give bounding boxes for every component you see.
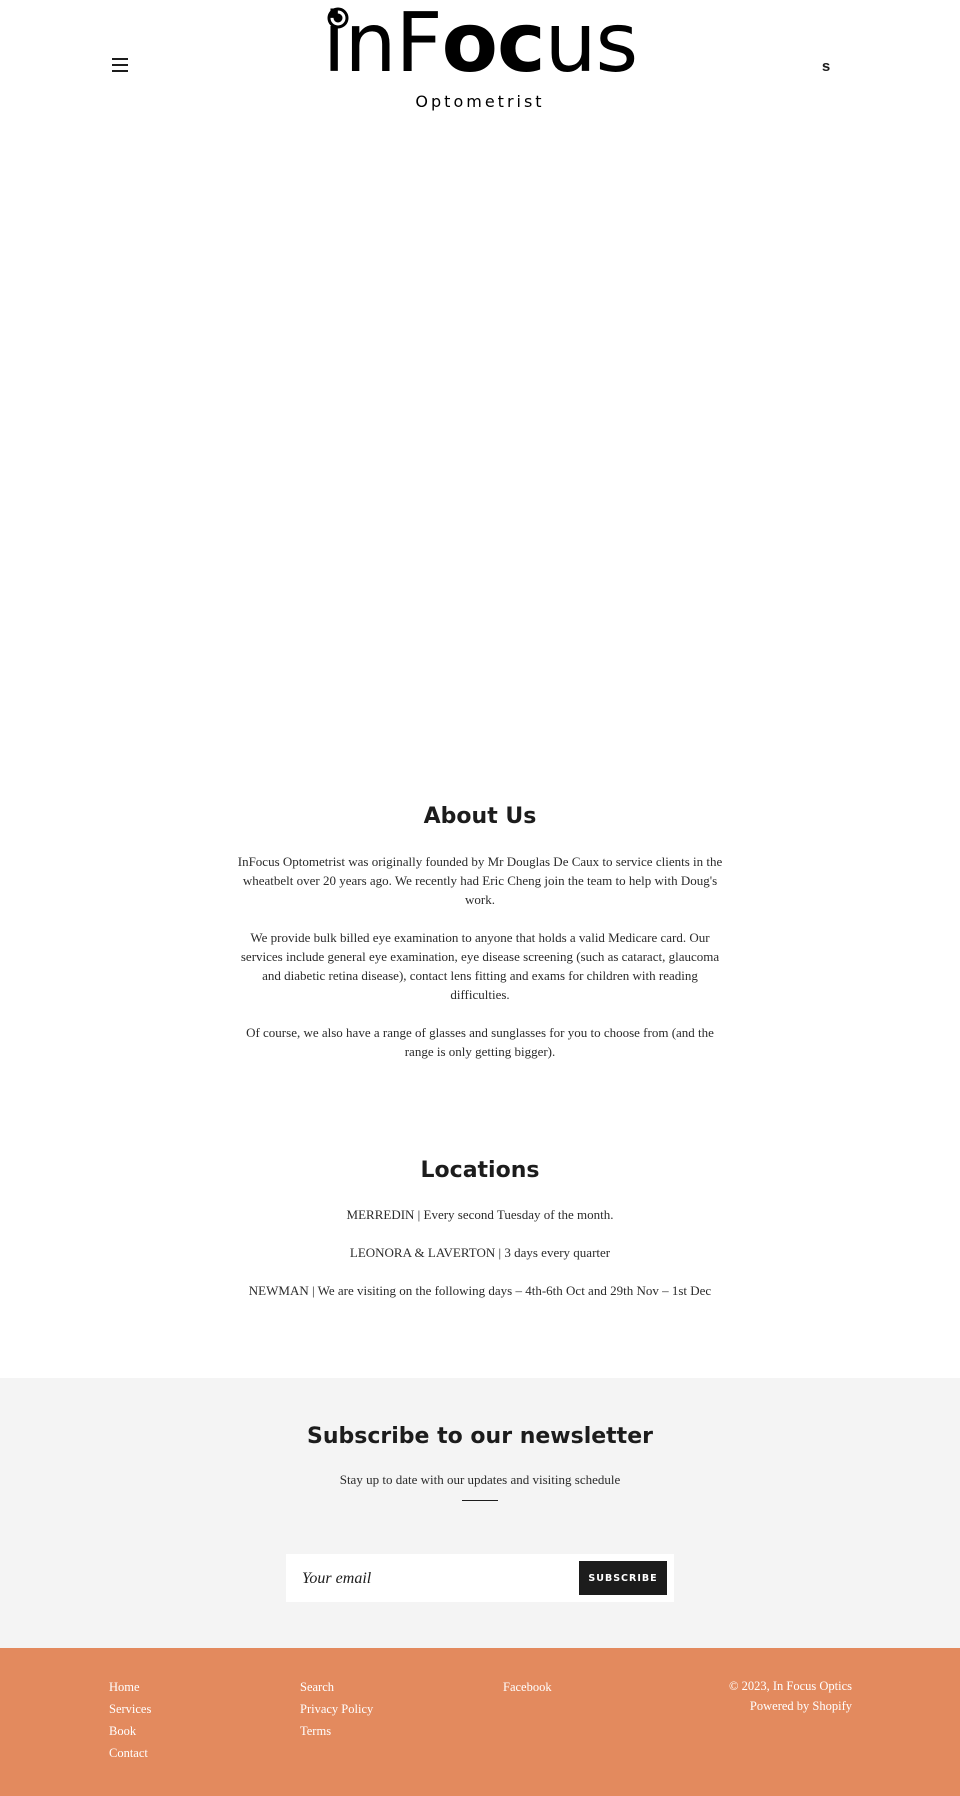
newsletter-form — [286, 1554, 674, 1602]
site-logo[interactable] — [318, 0, 642, 120]
subscribe-button[interactable]: SUBSCRIBE — [579, 1561, 667, 1595]
logo-word-part: us — [544, 0, 638, 91]
hero-banner — [0, 128, 960, 768]
footer-legal — [729, 1676, 852, 1716]
menu-icon-line — [112, 70, 128, 72]
footer-link-search[interactable]: Search — [300, 1680, 335, 1694]
logo-wordmark — [318, 0, 642, 94]
footer-link-privacy[interactable]: Privacy Policy — [300, 1702, 374, 1716]
footer-link-services[interactable]: Services — [109, 1702, 152, 1716]
menu-icon-line — [112, 58, 128, 60]
footer-link-book[interactable]: Book — [109, 1724, 137, 1738]
footer-links-social — [503, 1676, 552, 1698]
about-paragraph: InFocus Optometrist was originally founded by Mr Douglas De Caux to service clients in the wheatbelt over 20 years ago. We recently had Eric Cheng join the team to help with Doug's work. — [237, 854, 723, 907]
logo-subtitle: Optometrist — [415, 92, 545, 111]
footer-link-terms[interactable]: Terms — [300, 1724, 332, 1738]
footer-links-legal — [300, 1676, 373, 1742]
location-item: LEONORA & LAVERTON | 3 days every quarter — [349, 1245, 611, 1260]
newsletter-subtitle: Stay up to date with our updates and visiting schedule — [339, 1472, 621, 1487]
about-paragraph: We provide bulk billed eye examination to anyone that holds a valid Medicare card. Our services include general eye examination, eye disease screening (such as cataract, glaucoma and diabetic retina disease), contact lens fitting and exams for children with reading difficulties. — [240, 930, 720, 1002]
site-footer — [0, 1648, 960, 1796]
footer-link-contact[interactable]: Contact — [109, 1746, 148, 1760]
menu-icon-line — [112, 64, 128, 66]
location-item: NEWMAN | We are visiting on the following days – 4th-6th Oct and 29th Nov – 1st Dec — [248, 1283, 712, 1298]
footer-link-facebook[interactable]: Facebook — [503, 1680, 552, 1694]
location-item: MERREDIN | Every second Tuesday of the month. — [346, 1207, 614, 1222]
cart-icon[interactable]: s — [821, 58, 831, 75]
menu-icon[interactable] — [112, 58, 128, 72]
locations-title: Locations — [420, 1158, 540, 1183]
about-paragraph: Of course, we also have a range of glasses and sunglasses for you to choose from (and the range is only getting bigger). — [246, 1025, 714, 1059]
logo-word-part: inF — [322, 0, 442, 91]
divider — [462, 1500, 498, 1501]
copyright-text: © 2023, In Focus Optics — [728, 1679, 852, 1693]
logo-word-bold: oc — [441, 0, 545, 91]
about-text — [232, 852, 728, 1080]
footer-links-main — [109, 1676, 151, 1764]
newsletter-section — [0, 1378, 960, 1648]
footer-link-home[interactable]: Home — [109, 1680, 140, 1694]
email-input[interactable] — [300, 1560, 564, 1598]
locations-list — [200, 1205, 760, 1319]
newsletter-title: Subscribe to our newsletter — [307, 1424, 653, 1449]
powered-by-link[interactable]: Powered by Shopify — [749, 1699, 852, 1713]
about-title: About Us — [423, 804, 537, 829]
site-header — [0, 0, 960, 128]
